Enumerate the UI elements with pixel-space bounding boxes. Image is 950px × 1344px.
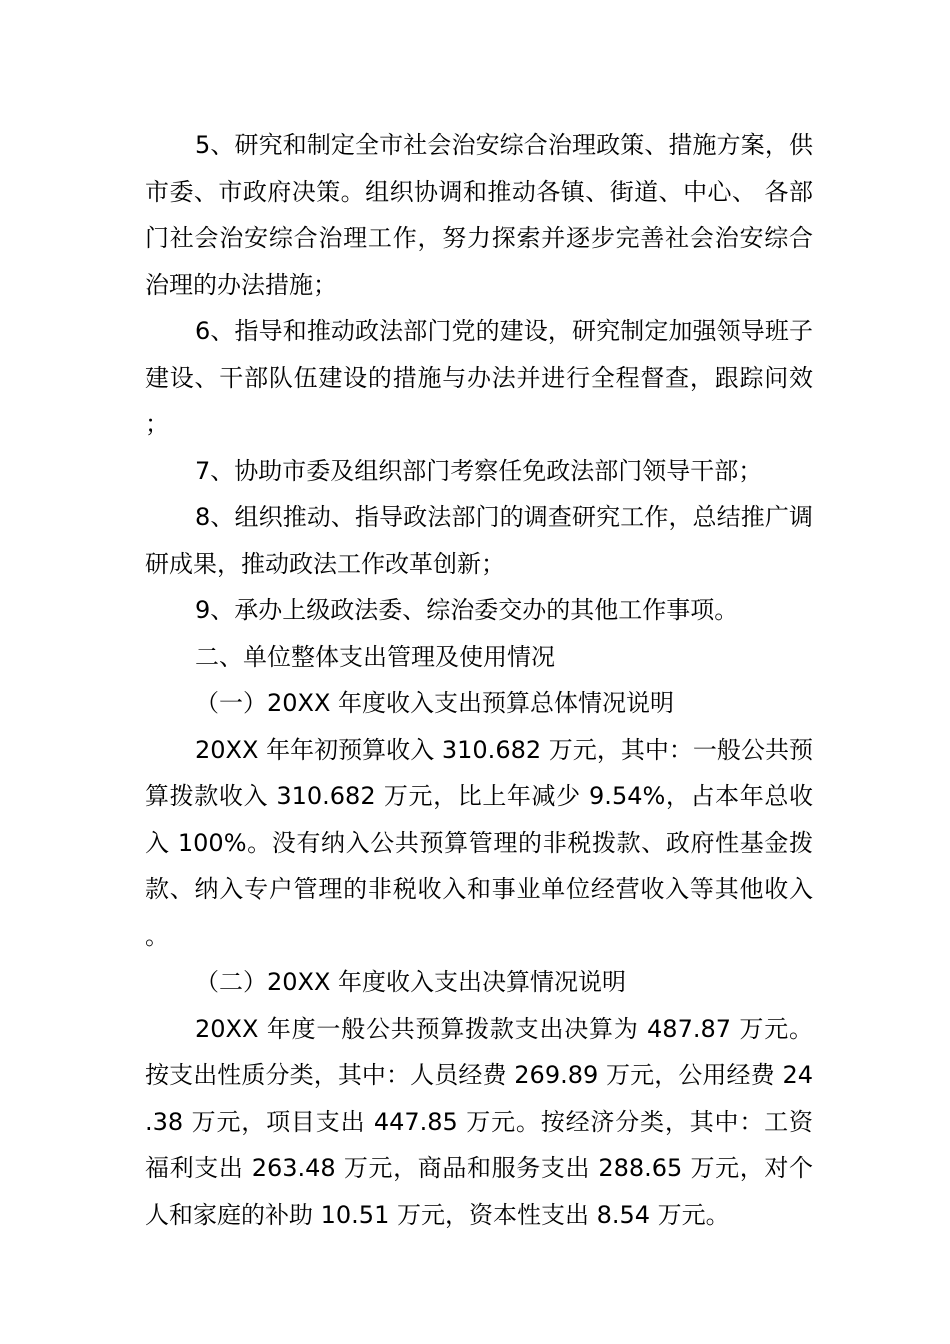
paragraph-duty-8: 8、组织推动、指导政法部门的调查研究工作，总结推广调研成果，推动政法工作改革创新；	[145, 503, 813, 578]
paragraph-duty-9: 9、承办上级政法委、综治委交办的其他工作事项。	[195, 596, 739, 624]
subsection-heading-final-accounts: （二）20XX 年度收入支出决算情况说明	[195, 968, 627, 996]
document-body	[145, 122, 813, 1238]
paragraph-duty-5: 5、研究和制定全市社会治安综合治理政策、措施方案，供市委、市政府决策。组织协调和推动各镇、街道、中心、 各部门社会治安综合治理工作，努力探索并逐步完善社会治安综合治理的办法措施；	[145, 131, 813, 299]
paragraph-duty-7: 7、协助市委及组织部门考察任免政法部门领导干部；	[195, 456, 763, 485]
paragraph-final-accounts: 20XX 年度一般公共预算拨款支出决算为 487.87 万元。按支出性质分类，其中：人员经费 269.89 万元，公用经费 24.38 万元，项目支出 447.85 万元。按经济分类，其中：工资福利支出 263.48 万元，商品和服务支出 288.65 万元，对个人和家庭的补助 10.51 万元，资本性支出 8.54 万元。	[145, 1014, 813, 1229]
paragraph-duty-6: 6、指导和推动政法部门党的建设，研究制定加强领导班子建设、干部队伍建设的措施与办法并进行全程督查，跟踪问效；	[145, 317, 813, 438]
section-heading-2: 二、单位整体支出管理及使用情况	[195, 642, 555, 671]
subsection-heading-budget: （一）20XX 年度收入支出预算总体情况说明	[195, 689, 675, 717]
paragraph-budget-income: 20XX 年年初预算收入 310.682 万元，其中：一般公共预算拨款收入 310.682 万元，比上年减少 9.54%，占本年总收入 100%。没有纳入公共预算管理的非税拨款、政府性基金拨款、纳入专户管理的非税收入和事业单位经营收入等其他收入。	[145, 735, 813, 950]
